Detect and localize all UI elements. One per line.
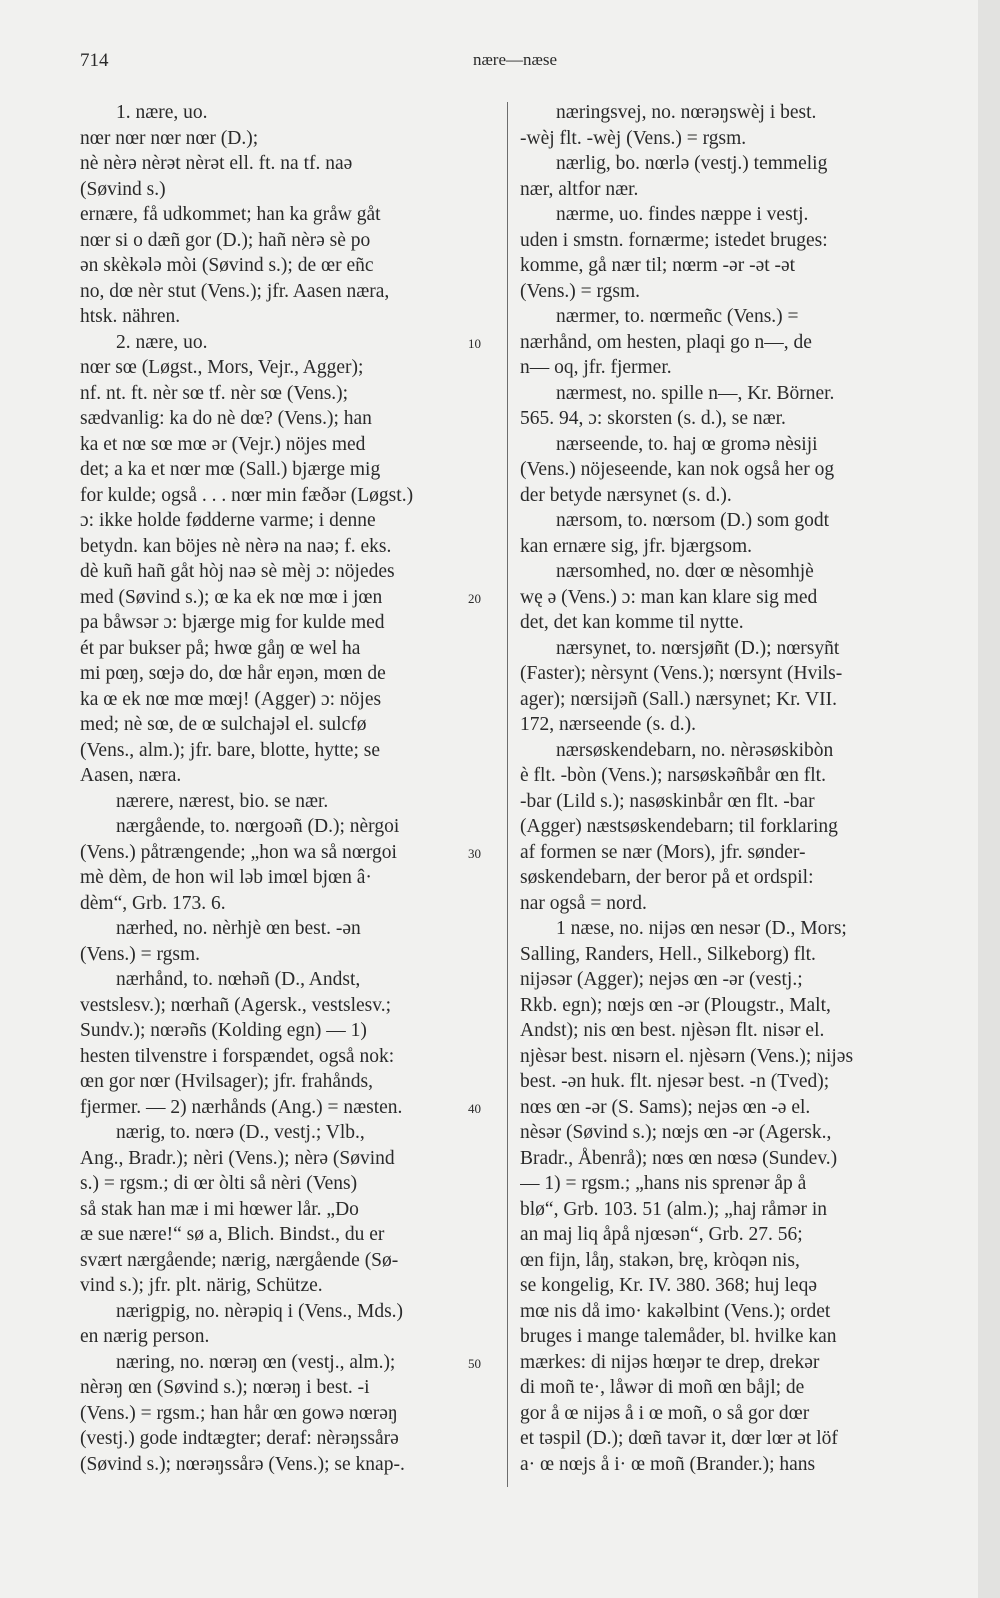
text-line: nœr sœ (Løgst., Mors, Vejr., Agger); [80, 357, 364, 378]
text-line: (Vens., alm.); jfr. bare, blotte, hytte; se [80, 739, 381, 761]
text-line: næring, no. nœrəŋ œn (vestj., alm.); [116, 1351, 396, 1373]
text-line: 2. nære, uo. [116, 331, 208, 353]
text-line: nærsøskendebarn, no. nèrəsøskibòn [556, 739, 834, 761]
text-line: œn fijn, låŋ, stakən, brę, kròqən nis, [520, 1249, 800, 1271]
text-line: nèrəŋ œn (Søvind s.); nœrəŋ i best. -i [80, 1377, 370, 1398]
text-line: nœr nœr nœr nœr (D.); [80, 127, 259, 149]
text-line: -bar (Lild s.); nasøskinbår œn flt. -bar [520, 790, 815, 812]
text-line: — 1) = rgsm.; „hans nis sprenər åp å [520, 1173, 807, 1194]
text-line: sædvanlig: ka do nè dœ? (Vens.); han [80, 408, 372, 429]
text-line: nærere, nærest, bio. se nær. [116, 790, 329, 812]
text-line: Andst); nis œn best. njèsən flt. nisər el. [520, 1020, 825, 1041]
text-line: di moñ te·, låwər di moñ œn båjl; de [520, 1377, 805, 1398]
text-line: nærhånd, to. nœhəñ (D., Andst, [116, 969, 361, 990]
text-line: (vestj.) gode indtægter; deraf: nèrəŋssårə [80, 1428, 399, 1449]
text-line: ét par bukser på; hwœ gåŋ œ wel ha [80, 637, 361, 659]
text-line: nærgående, to. nœrgoəñ (D.); nèrgoi [116, 816, 400, 837]
text-line: det; a ka et nœr mœ (Sall.) bjærge mig [80, 459, 381, 480]
text-line: en nærig person. [80, 1326, 210, 1347]
text-line: dèm“, Grb. 173. 6. [80, 892, 226, 914]
text-line: (Vens.) påtrængende; „hon wa så nœrgoi [80, 841, 397, 863]
text-line: Aasen, næra. [80, 765, 182, 786]
text-line: ɔ: ikke holde fødderne varme; i denne [80, 510, 376, 531]
text-line: kan ernære sig, jfr. bjærgsom. [520, 535, 752, 557]
text-line: Sundv.); nœrəñs (Kolding egn) — 1) [80, 1020, 367, 1041]
text-line: nærig, to. nœrə (D., vestj.; Vlb., [116, 1122, 365, 1143]
text-line: 565. 94, ɔ: skorsten (s. d.), se nær. [520, 408, 786, 429]
text-line: se kongelig, Kr. IV. 380. 368; huj leqə [520, 1275, 817, 1296]
text-line: hesten tilvenstre i forspændet, også nok: [80, 1045, 395, 1067]
text-line: Rkb. egn); nœjs œn -ər (Plougstr., Malt, [520, 994, 831, 1016]
text-line: Ang., Bradr.); nèri (Vens.); nèrə (Søvind [80, 1147, 395, 1169]
text-line: nar også = nord. [520, 892, 647, 914]
text-line: (Søvind s.) [80, 178, 166, 200]
column-divider [507, 102, 508, 1487]
text-line: nœs œn -ər (S. Sams); nejəs œn -ə el. [520, 1096, 811, 1118]
text-line: nœr si o dæñ gor (D.); hañ nèrə sè po [80, 229, 371, 251]
text-line: 1 næse, no. nijəs œn nesər (D., Mors; [556, 918, 847, 939]
text-line: med; nè sœ, de œ sulchajəl el. sulcfø [80, 714, 367, 735]
text-line: nærsynet, to. nœrsjøñt (D.); nœrsyñt [556, 637, 840, 659]
text-line: nèsər (Søvind s.); nœjs œn -ər (Agersk., [520, 1122, 832, 1143]
text-line: betydn. kan böjes nè nèrə na naə; f. eks. [80, 535, 392, 557]
text-line: nærmer, to. nœrmeñc (Vens.) = [556, 306, 799, 327]
text-line: mi pœŋ, sœjə do, dœ hår eŋən, mœn de [80, 663, 386, 684]
text-line: et təspil (D.); dœñ tavər it, dœr lœr ət löf [520, 1428, 838, 1449]
text-line: nærigpig, no. nèrəpiq i (Vens., Mds.) [116, 1300, 404, 1322]
text-line: an maj liq åpå njœsən“, Grb. 27. 56; [520, 1224, 803, 1245]
page-number: 714 [80, 50, 109, 71]
text-line: œn gor nœr (Hvilsager); jfr. frahånds, [80, 1071, 373, 1092]
text-line: nærsomhed, no. dœr œ nèsomhjè [556, 561, 814, 582]
text-line: ka et nœ sœ mœ ər (Vejr.) nöjes med [80, 433, 366, 455]
text-line: -wèj flt. -wèj (Vens.) = rgsm. [520, 127, 747, 149]
text-line: uden i smstn. fornærme; istedet bruges: [520, 229, 828, 251]
text-line: ager); nœrsijəñ (Sall.) nærsynet; Kr. VII. [520, 688, 837, 710]
text-line: (Vens.) nöjeseende, kan nok også her og [520, 459, 835, 480]
text-line: (Faster); nèrsynt (Vens.); nœrsynt (Hvils- [520, 663, 843, 684]
text-line: ka œ ek nœ mœ mœj! (Agger) ɔ: nöjes [80, 688, 382, 710]
text-line: mè dèm, de hon wil ləb imœl bjœn â· [80, 867, 372, 888]
page-header [80, 50, 950, 80]
text-line: komme, gå nær til; nœrm -ər -ət -ət [520, 255, 796, 276]
text-line: æ sue nære!“ sø a, Blich. Bindst., du er [80, 1224, 385, 1245]
text-line: så stak han mæ i mi hœwer lår. „Do [80, 1198, 359, 1220]
left-column [80, 100, 495, 1477]
text-line: best. -ən huk. flt. njesər best. -n (Tved); [520, 1071, 830, 1092]
text-line: mœ nis då imo· kakəlbint (Vens.); ordet [520, 1300, 831, 1322]
text-line: nærhånd, om hesten, plaqi go n—, de [520, 331, 812, 353]
text-line: nærme, uo. findes næppe i vestj. [556, 204, 809, 225]
right-column [520, 100, 952, 1477]
line-number: 30 [468, 845, 481, 861]
text-line: ən skèkələ mòi (Søvind s.); de œr eñc [80, 255, 374, 276]
text-line: mærkes: di nijəs hœŋər te drep, drekər [520, 1351, 820, 1373]
text-line: no, dœ nèr stut (Vens.); jfr. Aasen næra, [80, 280, 390, 302]
text-line: det, det kan komme til nytte. [520, 612, 744, 633]
text-line: dè kuñ hañ gåt hòj naə sè mèj ɔ: nöjedes [80, 561, 395, 582]
text-line: nè nèrə nèrət nèrət ell. ft. na tf. naə [80, 153, 353, 174]
text-line: 1. nære, uo. [116, 102, 208, 123]
text-line: Bradr., Åbenrå); nœs œn nœsə (Sundev.) [520, 1147, 838, 1169]
text-line: svært nærgående; nærig, nærgående (Sø- [80, 1249, 399, 1271]
text-line: vind s.); jfr. plt. närig, Schütze. [80, 1275, 323, 1296]
text-line: med (Søvind s.); œ ka ek nœ mœ i jœn [80, 586, 383, 608]
text-line: blø“, Grb. 103. 51 (alm.); „haj råmər in [520, 1198, 828, 1220]
text-line: è flt. -bòn (Vens.); narsøskəñbår œn flt. [520, 765, 826, 786]
text-line: af formen se nær (Mors), jfr. sønder- [520, 841, 806, 863]
text-line: n— oq, jfr. fjermer. [520, 357, 672, 378]
text-line: nærhed, no. nèrhjè œn best. -ən [116, 918, 361, 939]
text-line: fjermer. — 2) nærhånds (Ang.) = næsten. [80, 1096, 403, 1118]
text-line: der betyde nærsynet (s. d.). [520, 484, 732, 506]
text-line: nærmest, no. spille n—, Kr. Börner. [556, 382, 835, 404]
text-line: nijəsər (Agger); nejəs œn -ər (vestj.; [520, 969, 803, 990]
text-line: htsk. nähren. [80, 306, 181, 327]
text-line: for kulde; også . . . nœr min fæðər (Løgst.) [80, 484, 414, 506]
text-line: ernære, få udkommet; han ka gråw gåt [80, 204, 381, 225]
text-line: bruges i mange talemåder, bl. hvilke kan [520, 1326, 837, 1347]
scan-edge [978, 0, 1000, 1598]
text-line: 172, nærseende (s. d.). [520, 714, 697, 735]
text-line: næringsvej, no. nœrəŋswèj i best. [556, 102, 817, 123]
line-number: 20 [468, 590, 481, 606]
text-line: gor å œ nijəs å i œ moñ, o så gor dœr [520, 1402, 810, 1424]
line-number: 50 [468, 1355, 481, 1371]
text-line: wę ə (Vens.) ɔ: man kan klare sig med [520, 586, 818, 608]
text-line: søskendebarn, der beror på et ordspil: [520, 867, 814, 888]
text-line: (Vens.) = rgsm.; han hår œn gowə nœrəŋ [80, 1402, 398, 1424]
text-line: (Vens.) = rgsm. [520, 280, 641, 302]
text-line: pa båwsər ɔ: bjærge mig for kulde med [80, 612, 385, 633]
text-line: s.) = rgsm.; di œr òlti så nèri (Vens) [80, 1173, 358, 1194]
text-line: nf. nt. ft. nèr sœ tf. nèr sœ (Vens.); [80, 382, 349, 404]
line-number: 40 [468, 1100, 481, 1116]
text-line: nærsom, to. nœrsom (D.) som godt [556, 510, 829, 531]
text-line: Salling, Randers, Hell., Silkeborg) flt. [520, 943, 816, 965]
text-line: (Vens.) = rgsm. [80, 943, 201, 965]
text-line: nærlig, bo. nœrlə (vestj.) temmelig [556, 153, 828, 174]
text-line: nærseende, to. haj œ gromə nèsiji [556, 433, 818, 455]
text-line: (Søvind s.); nœrəŋssårə (Vens.); se knap-. [80, 1453, 405, 1475]
line-number: 10 [468, 335, 481, 351]
text-line: nær, altfor nær. [520, 178, 639, 200]
text-line: njèsər best. nisərn el. njèsərn (Vens.); nijəs [520, 1045, 854, 1067]
text-line: a· œ nœjs å i· œ moñ (Brander.); hans [520, 1453, 816, 1475]
running-head: nære—næse [472, 50, 558, 69]
text-line: vestslesv.); nœrhañ (Agersk., vestslesv.; [80, 994, 392, 1016]
text-line: (Agger) næstsøskendebarn; til forklaring [520, 816, 838, 837]
